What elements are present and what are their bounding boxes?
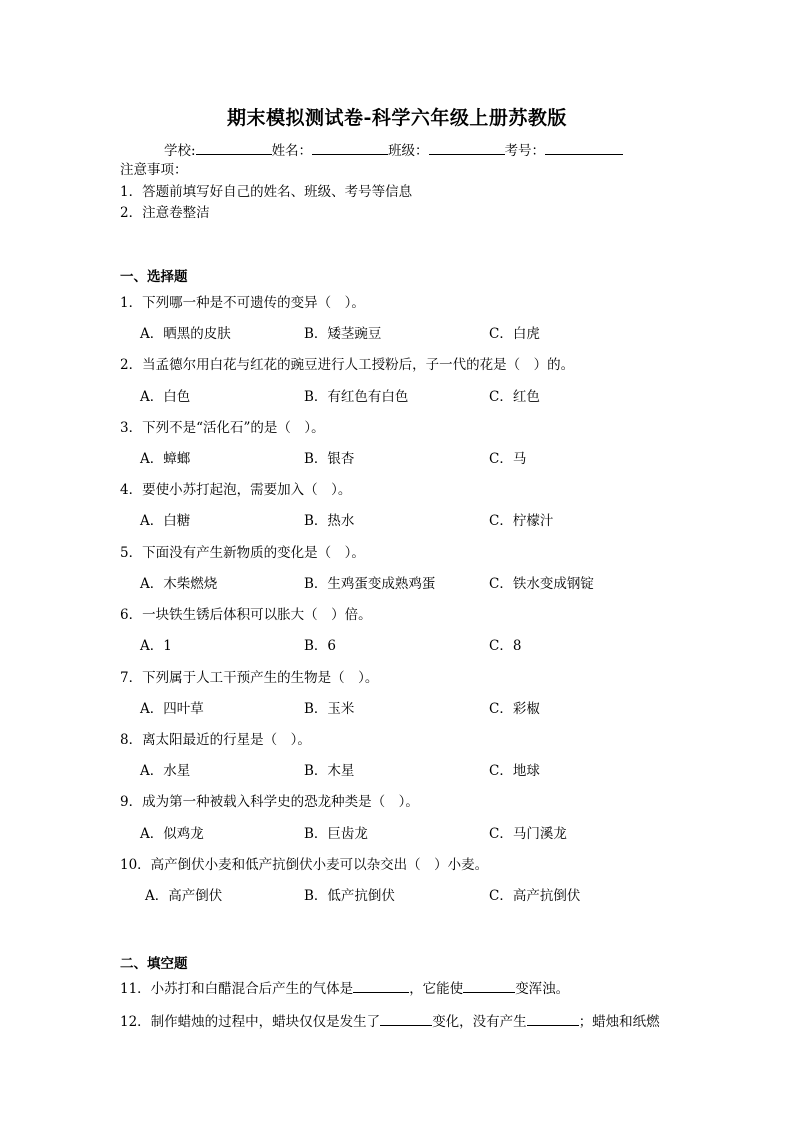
- school-blank[interactable]: [196, 142, 272, 155]
- notes-item: 1．答题前填写好自己的姓名、班级、考号等信息: [120, 183, 413, 200]
- question-1: 1．下列哪一种是不可遗传的变异（ ）。: [120, 295, 365, 311]
- option-b[interactable]: B．银杏: [304, 451, 355, 467]
- option-b[interactable]: B．玉米: [304, 701, 355, 717]
- option-b[interactable]: B．热水: [304, 513, 355, 529]
- question-11-part3: 变浑浊。: [515, 981, 570, 997]
- question-11: [120, 977, 569, 997]
- question-2: 2．当孟德尔用白花与红花的豌豆进行人工授粉后，子一代的花是（ ）的。: [120, 357, 575, 373]
- option-b[interactable]: B．矮茎豌豆: [304, 326, 382, 342]
- option-b[interactable]: B．巨齿龙: [304, 826, 368, 842]
- question-12-part3: ；蜡烛和纸燃: [578, 1014, 660, 1030]
- option-c[interactable]: C．红色: [489, 389, 540, 405]
- question-11-part1: 11．小苏打和白醋混合后产生的气体是: [120, 981, 354, 997]
- section-title-fill: 二、填空题: [120, 956, 188, 972]
- option-a[interactable]: A．四叶草: [140, 701, 204, 717]
- question-12-part1: 12．制作蜡烛的过程中，蜡块仅仅是发生了: [120, 1014, 381, 1030]
- option-c[interactable]: C．高产抗倒伏: [489, 888, 581, 904]
- question-8: 8．离太阳最近的行星是（ ）。: [120, 732, 311, 748]
- answer-blank[interactable]: [380, 1013, 432, 1026]
- option-a[interactable]: A．似鸡龙: [140, 826, 204, 842]
- option-a[interactable]: A．水星: [140, 763, 191, 779]
- option-a[interactable]: A．晒黑的皮肤: [140, 326, 231, 342]
- option-a[interactable]: A．白色: [140, 389, 191, 405]
- option-c[interactable]: C．铁水变成钢锭: [489, 576, 594, 592]
- option-c[interactable]: C．彩椒: [489, 701, 540, 717]
- name-blank[interactable]: [312, 142, 388, 155]
- name-label: 姓名：: [271, 143, 313, 159]
- option-c[interactable]: C．马: [489, 451, 527, 467]
- answer-blank[interactable]: [527, 1013, 579, 1026]
- question-10: 10．高产倒伏小麦和低产抗倒伏小麦可以杂交出（ ）小麦。: [120, 857, 489, 873]
- section-title-choice: 一、选择题: [120, 269, 188, 285]
- class-label: 班级：: [388, 143, 429, 159]
- option-c[interactable]: C．8: [489, 638, 522, 654]
- option-b[interactable]: B．有红色有白色: [304, 389, 409, 405]
- option-b[interactable]: B．木星: [304, 763, 355, 779]
- notes-heading: 注意事项：: [120, 162, 188, 178]
- option-a[interactable]: A．1: [140, 638, 172, 654]
- option-b[interactable]: B．6: [304, 638, 337, 654]
- question-4: 4．要使小苏打起泡，需要加入（ ）。: [120, 482, 352, 498]
- option-a[interactable]: A．木柴燃烧: [140, 576, 218, 592]
- option-c[interactable]: C．柠檬汁: [489, 513, 554, 529]
- question-5: 5．下面没有产生新物质的变化是（ ）。: [120, 545, 365, 561]
- student-info-line: [164, 139, 623, 159]
- option-c[interactable]: C．白虎: [489, 326, 540, 342]
- question-12: [120, 1010, 660, 1030]
- school-label: 学校:: [164, 143, 196, 159]
- notes-item: 2．注意卷整洁: [120, 205, 210, 221]
- option-c[interactable]: C．马门溪龙: [489, 826, 567, 842]
- option-b[interactable]: B．生鸡蛋变成熟鸡蛋: [304, 576, 436, 592]
- number-label: 考号：: [504, 143, 546, 159]
- answer-blank[interactable]: [463, 980, 515, 993]
- class-blank[interactable]: [429, 142, 505, 155]
- question-3: 3．下列不是“活化石”的是（ ）。: [120, 420, 325, 436]
- option-a[interactable]: A．高产倒伏: [145, 888, 223, 904]
- question-7: 7．下列属于人工干预产生的生物是（ ）。: [120, 670, 379, 686]
- number-blank[interactable]: [545, 142, 623, 155]
- notes-block: [120, 160, 412, 225]
- question-12-part2: 变化，没有产生: [432, 1014, 527, 1030]
- question-9: 9．成为第一种被载入科学史的恐龙种类是（ ）。: [120, 794, 419, 810]
- page-title: 期末模拟测试卷-科学六年级上册苏教版: [227, 107, 567, 129]
- question-11-part2: ，它能使: [409, 981, 464, 997]
- answer-blank[interactable]: [353, 980, 409, 993]
- option-a[interactable]: A．蟑螂: [140, 451, 191, 467]
- option-b[interactable]: B．低产抗倒伏: [304, 888, 395, 904]
- question-6: 6．一块铁生锈后体积可以胀大（ ）倍。: [120, 607, 372, 623]
- option-a[interactable]: A．白糖: [140, 513, 191, 529]
- option-c[interactable]: C．地球: [489, 763, 540, 779]
